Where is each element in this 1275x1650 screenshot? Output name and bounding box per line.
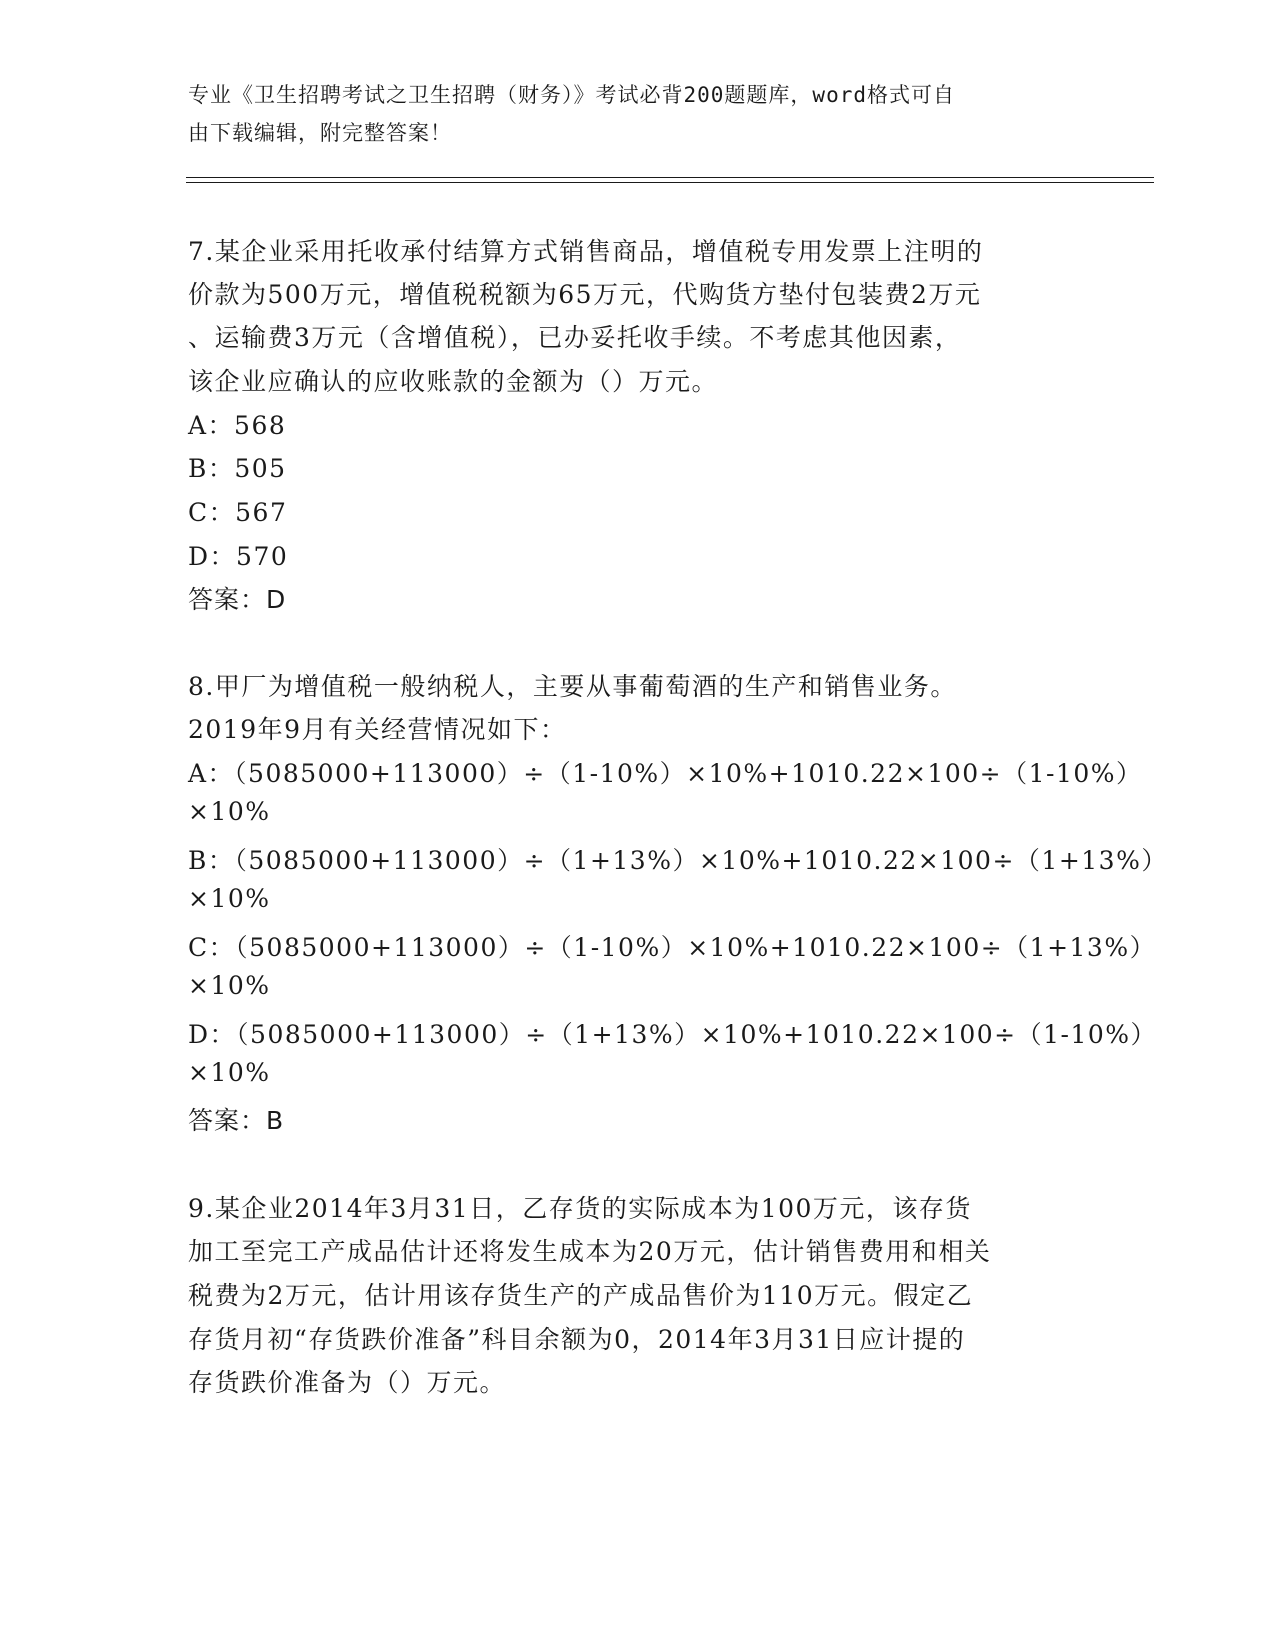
question-7-option-c: C：567 <box>188 498 288 527</box>
question-9-stem-line: 税费为2万元，估计用该存货生产的产成品售价为110万元。假定乙 <box>188 1281 974 1310</box>
question-8-option-b-continuation: ×10% <box>188 884 271 913</box>
question-8-option-b: B：（5085000+113000）÷（1+13%）×10%+1010.22×100÷（1+13%） <box>188 846 1168 875</box>
header-divider-top <box>186 177 1154 178</box>
question-8-option-c-continuation: ×10% <box>188 971 271 1000</box>
question-8-option-a: A：（5085000+113000）÷（1-10%）×10%+1010.22×100÷（1-10%） <box>188 759 1143 788</box>
question-9-stem-line: 9.某企业2014年3月31日，乙存货的实际成本为100万元，该存货 <box>188 1194 972 1223</box>
question-7-answer: 答案：D <box>188 585 287 614</box>
question-9-stem-line: 存货跌价准备为（）万元。 <box>188 1368 507 1397</box>
question-7-stem-line: 该企业应确认的应收账款的金额为（）万元。 <box>188 367 719 396</box>
document-header <box>188 76 1068 152</box>
header-divider-bottom <box>186 182 1154 183</box>
question-8-answer: 答案：B <box>188 1106 285 1135</box>
header-line: 专业《卫生招聘考试之卫生招聘（财务）》考试必背200题题库，word格式可自 <box>188 83 955 107</box>
question-9-stem-line: 存货月初“存货跌价准备”科目余额为0，2014年3月31日应计提的 <box>188 1325 966 1354</box>
question-9-stem-line: 加工至完工产成品估计还将发生成本为20万元，估计销售费用和相关 <box>188 1237 992 1266</box>
question-7-stem-line: 、运输费3万元（含增值税），已办妥托收手续。不考虑其他因素， <box>188 323 962 352</box>
question-7-option-d: D：570 <box>188 542 289 571</box>
question-8-stem-line: 2019年9月有关经营情况如下： <box>188 715 567 744</box>
question-7-option-a: A：568 <box>188 411 287 440</box>
question-7-stem-line: 7.某企业采用托收承付结算方式销售商品，增值税专用发票上注明的 <box>188 237 984 266</box>
question-7-stem-line: 价款为500万元，增值税税额为65万元，代购货方垫付包装费2万元 <box>188 280 982 309</box>
question-8-option-a-continuation: ×10% <box>188 797 271 826</box>
header-line: 由下载编辑，附完整答案！ <box>188 121 452 145</box>
question-8-option-d: D：（5085000+113000）÷（1+13%）×10%+1010.22×100÷（1-10%） <box>188 1020 1158 1049</box>
question-7-option-b: B：505 <box>188 454 287 483</box>
question-8-stem-line: 8.甲厂为增值税一般纳税人，主要从事葡萄酒的生产和销售业务。 <box>188 672 957 701</box>
question-8-option-c: C：（5085000+113000）÷（1-10%）×10%+1010.22×100÷（1+13%） <box>188 933 1157 962</box>
question-8-option-d-continuation: ×10% <box>188 1058 271 1087</box>
